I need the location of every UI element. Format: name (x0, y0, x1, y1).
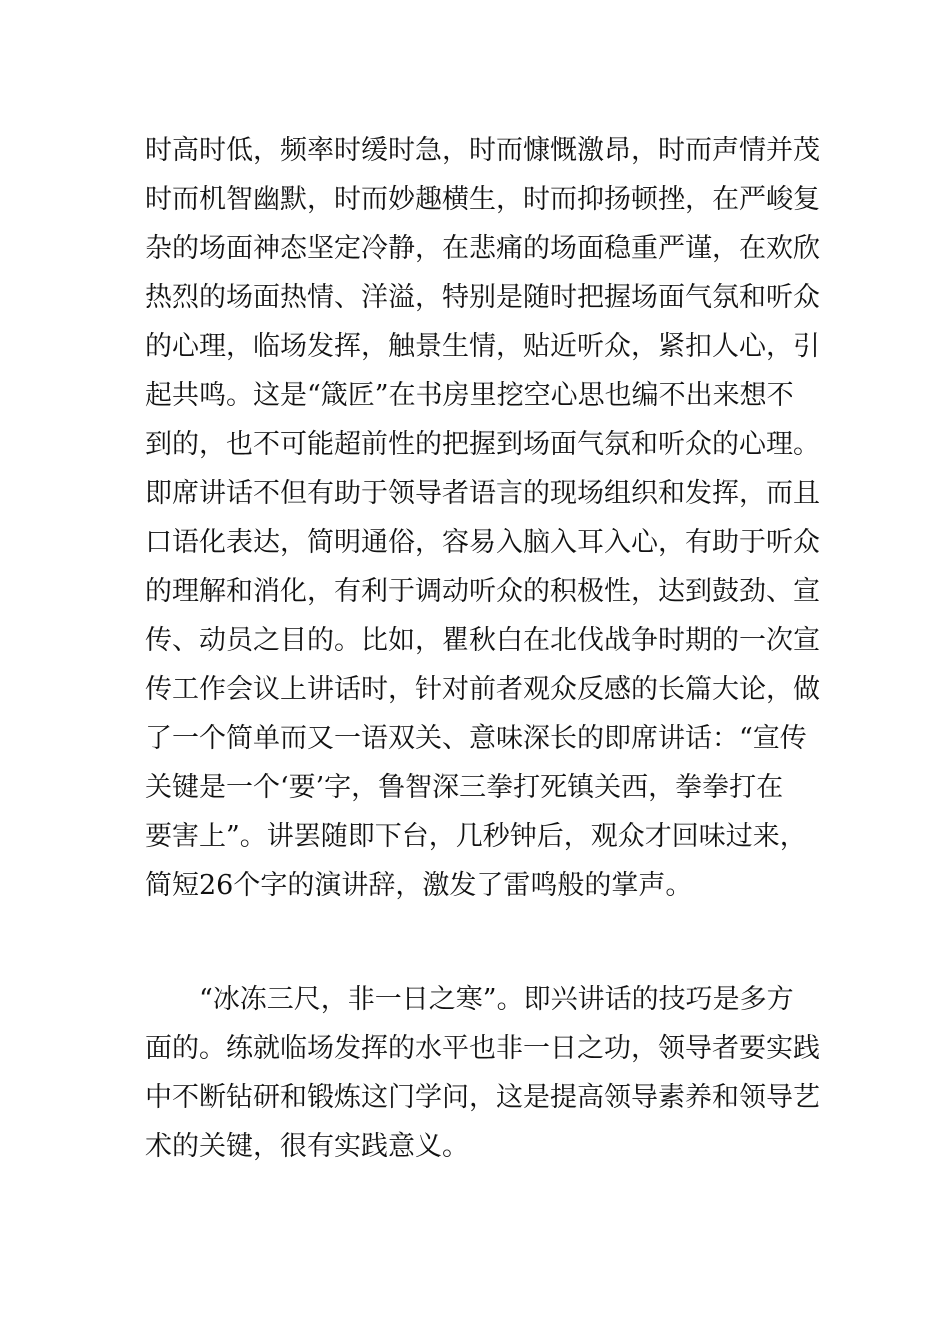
text-line: 起共鸣。这是“箴匠”在书房里挖空心思也编不出来想不 (145, 380, 794, 411)
text-line: 传、动员之目的。比如，瞿秋白在北伐战争时期的一次宣 (145, 625, 820, 656)
text-line: 简短26个字的演讲辞，激发了雷鸣般的掌声。 (145, 870, 693, 901)
text-line: “冰冻三尺，非一日之寒”。即兴讲话的技巧是多方 (145, 984, 794, 1015)
text-line: 中不断钻研和锻炼这门学问，这是提高领导素养和领导艺 (145, 1082, 820, 1113)
text-line: 到的，也不可能超前性的把握到场面气氛和听众的心理。 (145, 429, 820, 460)
text-line: 口语化表达，简明通俗，容易入脑入耳入心，有助于听众 (145, 527, 820, 558)
text-line: 关键是一个‘要’字，鲁智深三拳打死镇关西，拳拳打在 (145, 772, 784, 803)
text-line: 的心理，临场发挥，触景生情，贴近听众，紧扣人心，引 (145, 331, 820, 362)
text-line: 热烈的场面热情、洋溢，特别是随时把握场面气氛和听众 (145, 282, 820, 313)
text-line: 的理解和消化，有利于调动听众的积极性，达到鼓劲、宣 (145, 576, 820, 607)
paragraph-conclusion (145, 975, 820, 1171)
text-line: 面的。练就临场发挥的水平也非一日之功，领导者要实践 (145, 1033, 820, 1064)
text-line: 杂的场面神态坚定冷静，在悲痛的场面稳重严谨，在欢欣 (145, 233, 820, 264)
text-line: 即席讲话不但有助于领导者语言的现场组织和发挥，而且 (145, 478, 820, 509)
text-line: 传工作会议上讲话时，针对前者观众反感的长篇大论，做 (145, 674, 820, 705)
text-line: 术的关键，很有实践意义。 (145, 1131, 469, 1162)
paragraph-speech-techniques (145, 126, 820, 910)
text-line: 了一个简单而又一语双关、意味深长的即席讲话：“宣传 (145, 723, 807, 754)
text-line: 要害上”。讲罢随即下台，几秒钟后，观众才回味过来， (145, 821, 807, 852)
text-line: 时高时低，频率时缓时急，时而慷慨激昂，时而声情并茂 (145, 135, 820, 166)
text-line: 时而机智幽默，时而妙趣横生，时而抑扬顿挫，在严峻复 (145, 184, 820, 215)
